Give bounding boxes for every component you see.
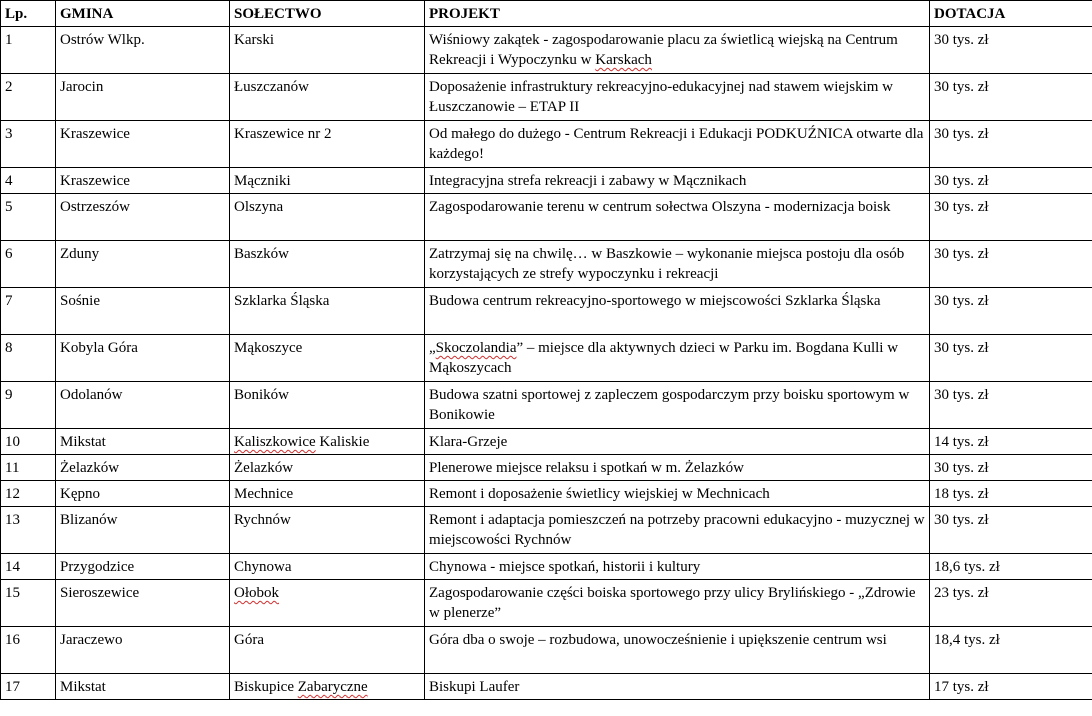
table-row [1,554,1092,580]
cell-dotacja: 30 tys. zł [930,74,1092,121]
cell-projekt [425,27,930,74]
cell-solectwo: Baszków [230,241,425,288]
cell-projekt: Zagospodarowanie części boiska sportowego przy ulicy Brylińskiego - „Zdrowie w plenerze” [425,580,930,627]
cell-lp: 10 [1,429,56,455]
cell-projekt: Klara-Grzeje [425,429,930,455]
cell-projekt: Remont i doposażenie świetlicy wiejskiej w Mechnicach [425,481,930,507]
cell-gmina: Przygodzice [56,554,230,580]
cell-projekt: Budowa centrum rekreacyjno-sportowego w miejscowości Szklarka Śląska [425,288,930,335]
cell-lp: 6 [1,241,56,288]
cell-solectwo: Olszyna [230,194,425,241]
cell-dotacja: 30 tys. zł [930,121,1092,168]
cell-gmina: Sośnie [56,288,230,335]
cell-lp: 5 [1,194,56,241]
cell-solectwo: Kraszewice nr 2 [230,121,425,168]
table-row [1,74,1092,121]
cell-projekt: Remont i adaptacja pomieszczeń na potrzeby pracowni edukacyjno - muzycznej w miejscowości Rychnów [425,507,930,554]
header-gmina: GMINA [56,1,230,27]
cell-projekt: Integracyjna strefa rekreacji i zabawy w Mącznikach [425,168,930,194]
table-row [1,382,1092,429]
cell-solectwo: Chynowa [230,554,425,580]
cell-lp: 14 [1,554,56,580]
spellcheck-word: Karskach [595,52,652,68]
header-dotacja: DOTACJA [930,1,1092,27]
cell-solectwo: Łuszczanów [230,74,425,121]
cell-projekt: Plenerowe miejsce relaksu i spotkań w m. Żelazków [425,455,930,481]
cell-gmina: Mikstat [56,674,230,700]
cell-dotacja: 30 tys. zł [930,382,1092,429]
cell-projekt: Zagospodarowanie terenu w centrum sołectwa Olszyna - modernizacja boisk [425,194,930,241]
cell-solectwo: Żelazków [230,455,425,481]
header-projekt: PROJEKT [425,1,930,27]
cell-projekt: Zatrzymaj się na chwilę… w Baszkowie – wykonanie miejsca postoju dla osób korzystających ze strefy wypoczynku i rekreacji [425,241,930,288]
cell-projekt [425,335,930,382]
cell-lp: 13 [1,507,56,554]
cell-projekt: Budowa szatni sportowej z zapleczem gospodarczym przy boisku sportowym w Bonikowie [425,382,930,429]
projekt-text: ” – miejsce dla aktywnych dzieci w Parku im. Bogdana Kulli w Mąkoszycach [429,340,899,376]
cell-solectwo: Boników [230,382,425,429]
table-row [1,507,1092,554]
spellcheck-word: Kaliszkowice [234,434,316,450]
table-row [1,580,1092,627]
cell-solectwo: Szklarka Śląska [230,288,425,335]
spellcheck-word: Ołobok [234,585,279,601]
cell-dotacja: 18,6 tys. zł [930,554,1092,580]
cell-dotacja: 30 tys. zł [930,194,1092,241]
cell-gmina: Ostrzeszów [56,194,230,241]
cell-dotacja: 14 tys. zł [930,429,1092,455]
cell-projekt: Od małego do dużego - Centrum Rekreacji i Edukacji PODKUŹNICA otwarte dla każdego! [425,121,930,168]
cell-solectwo [230,429,425,455]
cell-solectwo [230,674,425,700]
cell-lp: 8 [1,335,56,382]
cell-lp: 4 [1,168,56,194]
cell-gmina: Blizanów [56,507,230,554]
projekt-text: Wiśniowy zakątek - zagospodarowanie placu za świetlicą wiejską na Centrum Rekreacji i Wypoczynku w [429,32,898,68]
header-solectwo: SOŁECTWO [230,1,425,27]
cell-solectwo: Mączniki [230,168,425,194]
cell-dotacja: 18,4 tys. zł [930,627,1092,674]
table-row [1,429,1092,455]
cell-lp: 15 [1,580,56,627]
table-row [1,288,1092,335]
cell-solectwo: Rychnów [230,507,425,554]
table-row [1,455,1092,481]
cell-dotacja: 30 tys. zł [930,455,1092,481]
solectwo-text: Kaliskie [315,434,370,450]
cell-solectwo [230,580,425,627]
cell-solectwo: Góra [230,627,425,674]
cell-gmina: Kobyla Góra [56,335,230,382]
cell-dotacja: 30 tys. zł [930,27,1092,74]
cell-gmina: Sieroszewice [56,580,230,627]
cell-lp: 16 [1,627,56,674]
table-row [1,481,1092,507]
cell-gmina: Jarocin [56,74,230,121]
header-row [1,1,1092,27]
cell-gmina: Zduny [56,241,230,288]
spellcheck-word: Zabaryczne [297,679,368,695]
cell-dotacja: 30 tys. zł [930,241,1092,288]
cell-gmina: Kępno [56,481,230,507]
cell-dotacja: 30 tys. zł [930,168,1092,194]
cell-projekt: Góra dba o swoje – rozbudowa, unowocześnienie i upiększenie centrum wsi [425,627,930,674]
cell-gmina: Ostrów Wlkp. [56,27,230,74]
cell-dotacja: 30 tys. zł [930,335,1092,382]
table-row [1,335,1092,382]
table-row [1,168,1092,194]
table-row [1,241,1092,288]
cell-gmina: Jaraczewo [56,627,230,674]
header-lp: Lp. [1,1,56,27]
table-row [1,27,1092,74]
cell-gmina: Żelazków [56,455,230,481]
cell-dotacja: 30 tys. zł [930,288,1092,335]
cell-dotacja: 23 tys. zł [930,580,1092,627]
cell-solectwo: Mechnice [230,481,425,507]
cell-lp: 12 [1,481,56,507]
table-row [1,627,1092,674]
cell-lp: 2 [1,74,56,121]
table-row [1,194,1092,241]
cell-gmina: Kraszewice [56,168,230,194]
cell-lp: 11 [1,455,56,481]
spellcheck-word: Skoczolandia [435,340,517,356]
cell-dotacja: 30 tys. zł [930,507,1092,554]
cell-lp: 7 [1,288,56,335]
cell-gmina: Odolanów [56,382,230,429]
cell-lp: 3 [1,121,56,168]
cell-projekt: Doposażenie infrastruktury rekreacyjno-edukacyjnej nad stawem wiejskim w Łuszczanowie – ETAP II [425,74,930,121]
table-row [1,674,1092,700]
cell-dotacja: 18 tys. zł [930,481,1092,507]
cell-gmina: Kraszewice [56,121,230,168]
cell-lp: 1 [1,27,56,74]
cell-dotacja: 17 tys. zł [930,674,1092,700]
solectwo-text: Biskupice [234,679,298,695]
cell-projekt: Biskupi Laufer [425,674,930,700]
table-row [1,121,1092,168]
cell-solectwo: Karski [230,27,425,74]
projekt-text: „ [429,340,436,356]
cell-gmina: Mikstat [56,429,230,455]
cell-lp: 17 [1,674,56,700]
cell-lp: 9 [1,382,56,429]
cell-projekt: Chynowa - miejsce spotkań, historii i kultury [425,554,930,580]
cell-solectwo: Mąkoszyce [230,335,425,382]
